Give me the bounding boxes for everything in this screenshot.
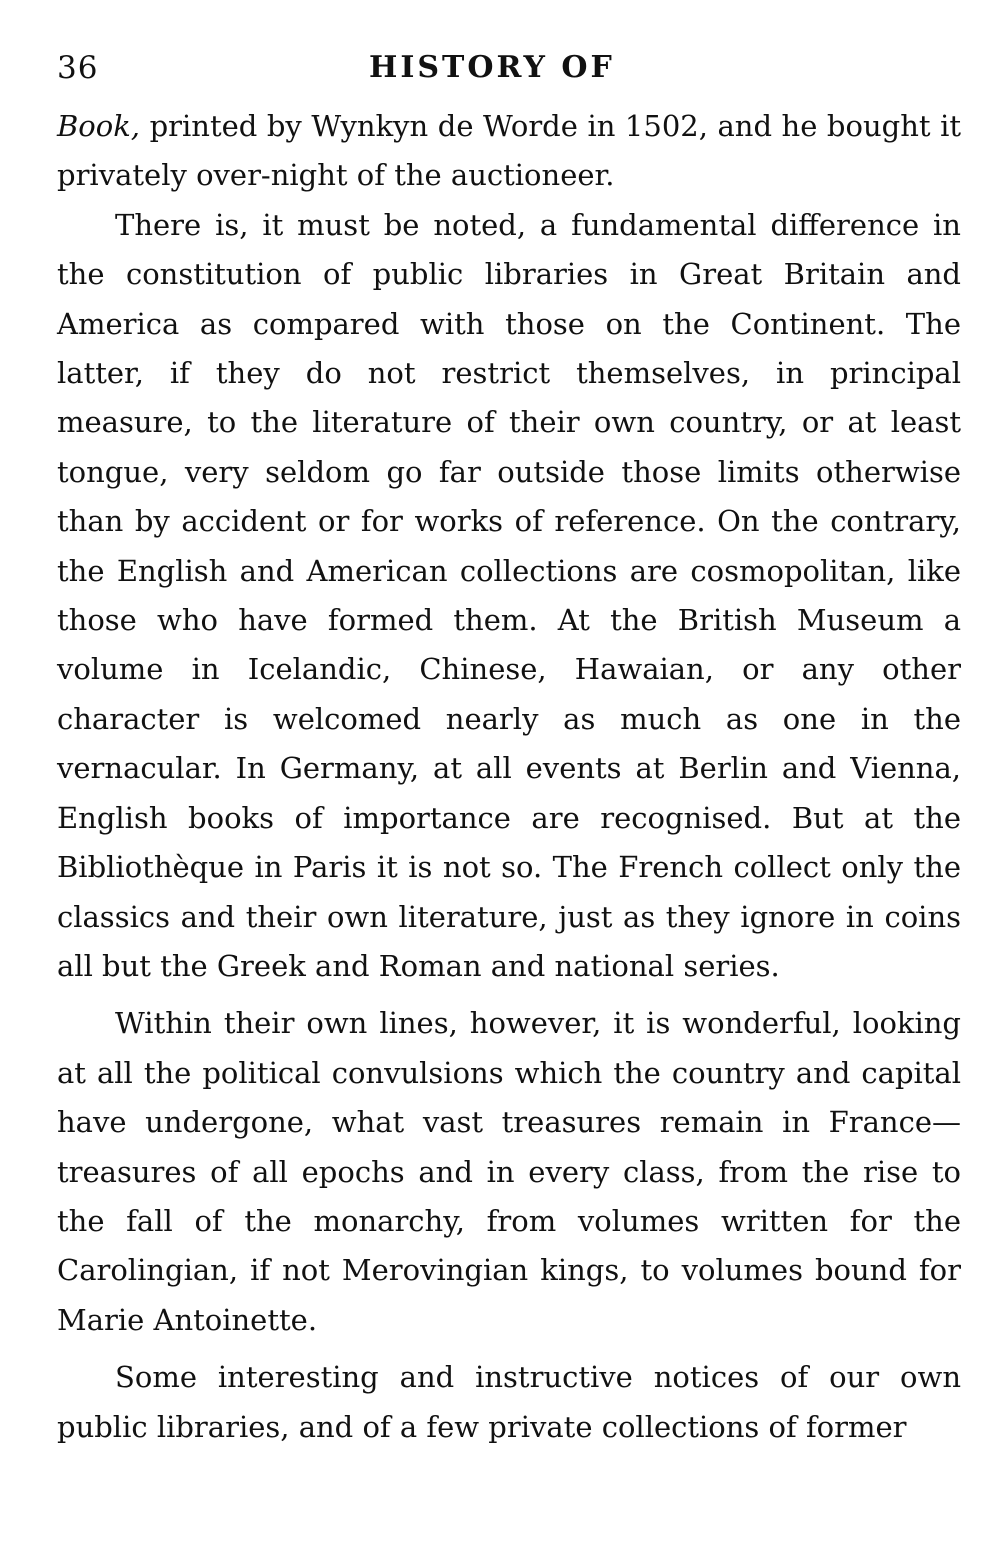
book-title-italic: Book,	[57, 109, 141, 143]
running-head	[57, 50, 961, 102]
paragraph-2: There is, it must be noted, a fundamental difference in the constitution of public libraries in Great Britain and America as compared with those on the Continent. The latter, if they do not restrict themselves, in principal measure, to the literature of their own country, or at least tongue, very seldom go far outside those limits otherwise than by accident or for works of reference. On the contrary, the English and American collections are cosmopolitan, like those who have formed them. At the British Museum a volume in Icelandic, Chinese, Hawaian, or any other character is welcomed nearly as much as one in the vernacular. In Germany, at all events at Berlin and Vienna, English books of importance are recognised. But at the Bibliothèque in Paris it is not so. The French collect only the classics and their own literature, just as they ignore in coins all but the Greek and Roman and national series.	[57, 207, 961, 983]
book-page	[57, 50, 961, 1452]
paragraph-1-text: printed by Wynkyn de Worde in 1502, and he bought it privately over-night of the auctioneer.	[57, 109, 961, 193]
page-number: 36	[57, 50, 99, 86]
paragraph-1	[57, 102, 961, 201]
running-title: HISTORY OF	[369, 50, 615, 85]
paragraph-3: Within their own lines, however, it is wonderful, looking at all the political convulsions which the country and capital have undergone, what vast treasures remain in France—treasures of all epochs and in every class, from the rise to the fall of the monarchy, from volumes written for the Carolingian, if not Merovingian kings, to volumes bound for Marie Antoinette.	[57, 1006, 961, 1337]
paragraph-4: Some interesting and instructive notices of our own public libraries, and of a few private collections of former	[57, 1360, 961, 1444]
body-text	[57, 102, 961, 1452]
